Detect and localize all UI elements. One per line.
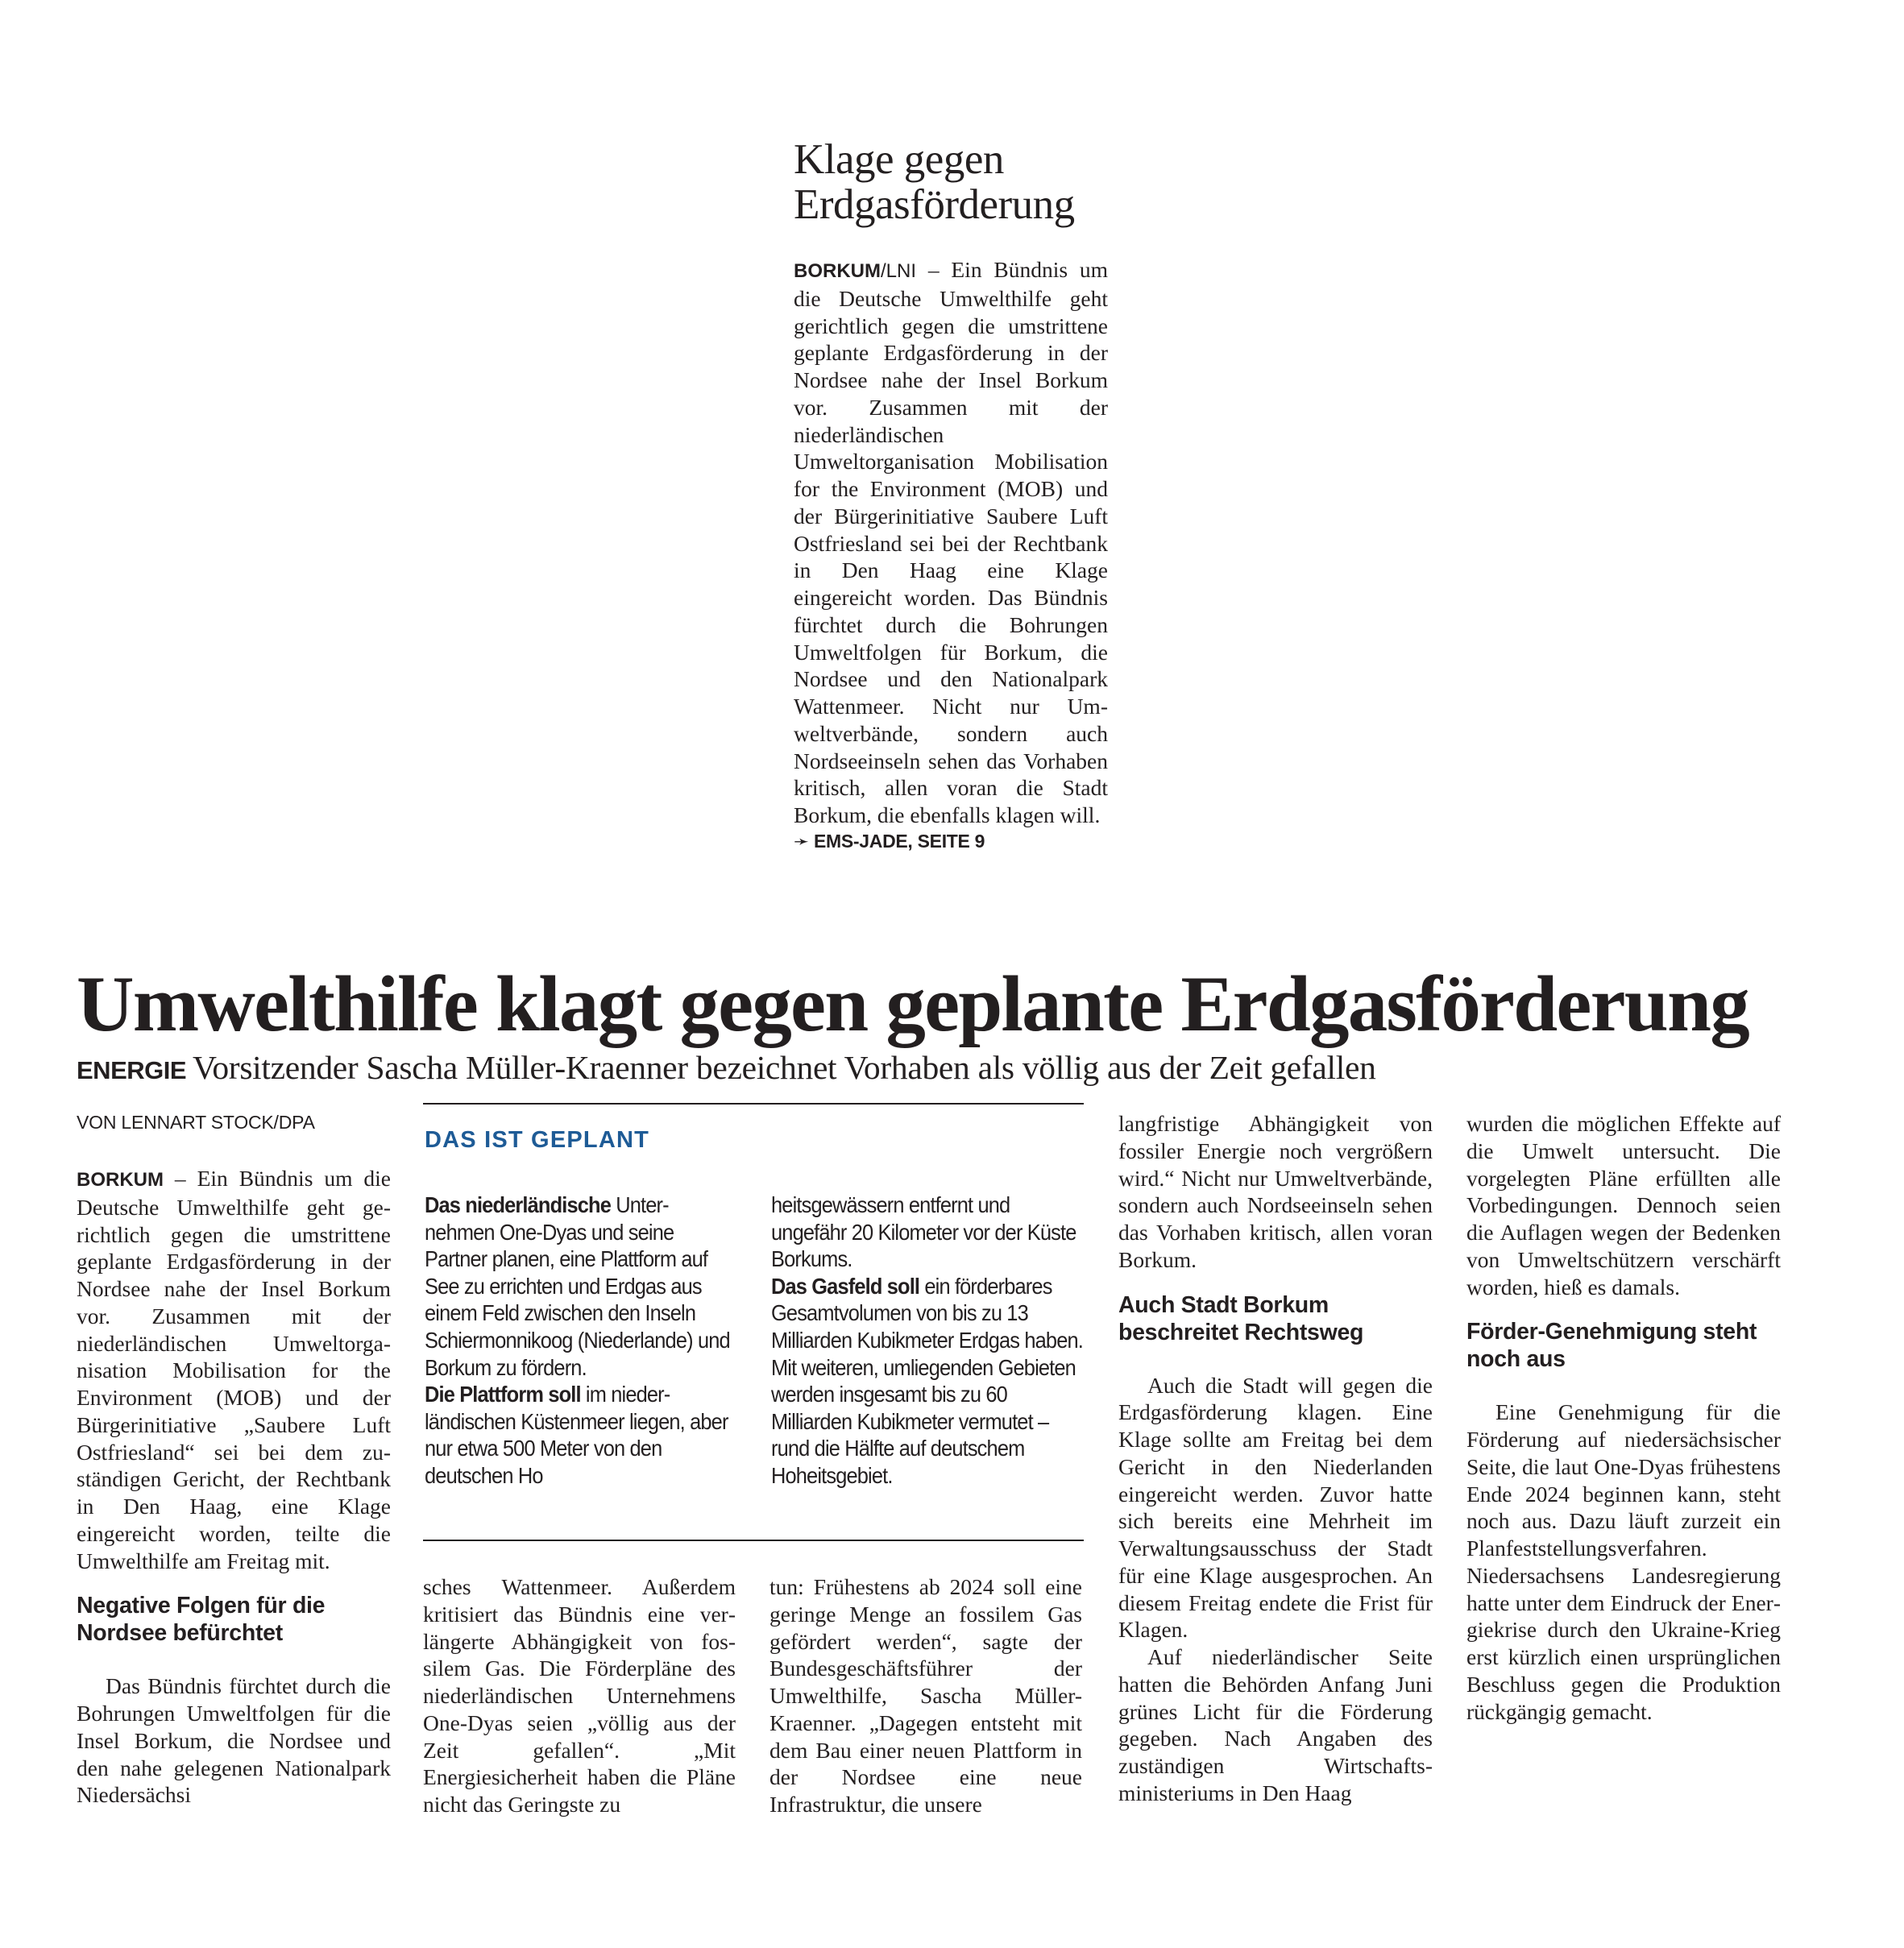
info-item-1-text: Unternehmen One-Dyas und seine Partner planen, eine Plattform auf See zu errichten und Erdgas aus einem Feld zwischen den Inseln Schiermonnikoog (Niederlande) und Borkum zu fördern.: [425, 1192, 730, 1380]
info-item-1: [425, 1192, 732, 1381]
info-item-2: [425, 1381, 732, 1489]
deck-text: Vorsitzender Sascha Müller-Kraenner bezeichnet Vorhaben als völlig aus der Zeit gefallen: [193, 1049, 1376, 1086]
teaser-headline: [794, 137, 1108, 227]
info-item-2-text: im niederländischen Küstenmeer liegen, aber nur etwa 500 Meter von den deutschen Ho: [425, 1382, 728, 1488]
subhead-negative-folgen: Negative Folgen für die Nordsee befürchtet: [77, 1593, 326, 1647]
teaser-agency: /LNI: [881, 260, 917, 282]
subhead-stadt-borkum: Auch Stadt Borkum beschreitet Rechtsweg: [1118, 1291, 1364, 1345]
info-box-column-2: [771, 1192, 1086, 1490]
teaser-headline-line1: Klage gegen: [794, 136, 1004, 183]
main-headline: Umwelthilfe klagt gegen geplante Erdgasförderung: [77, 960, 1748, 1048]
article-dateline: BORKUM: [77, 1169, 164, 1191]
info-item-3-text: ein förderbares Gesamtvolumen von bis zu 13 Milliarden Kubikmeter Erdgas haben. Mit weiteren, umliegenden Gebieten werden insgesamt bis zu 60 Milliarden Kubikmeter vermutet – rund die Hälfte auf deutschem Hoheitsgebiet.: [771, 1273, 1083, 1488]
teaser-body: [794, 256, 1108, 829]
teaser-article: [794, 137, 1108, 852]
page-reference-link[interactable]: [794, 831, 1108, 852]
info-box-title: DAS IST GEPLANT: [425, 1127, 650, 1153]
lead-paragraph: [77, 1165, 391, 1574]
lead-text: – Ein Bündnis um die Deutsche Umwelthilfe geht gerichtlich gegen die umstrittene geplante Erdgasförderung in der Nordsee nahe der Insel Borkum vor. Zusammen mit der niederländischen Umweltorganisation Mobilisation for the Environment (MOB) und der Bürgerinitiative „Saubere Luft Ostfriesland“ sei bei dem zuständigen Gericht, der Rechtbank in Den Haag, eine Klage eingereicht worden, teilte die Umwelthilfe am Freitag mit.: [77, 1166, 391, 1573]
info-item-2-continued: heitsgewässern entfernt und ungefähr 20 Kilometer vor der Küste Borkums.: [771, 1192, 1076, 1272]
article-column-3: [769, 1573, 1082, 1818]
info-box-top-rule: [423, 1103, 1084, 1105]
subhead-foerder-genehmigung: Förder-Genehmigung steht noch aus: [1466, 1319, 1757, 1373]
article-column-2: [423, 1573, 736, 1818]
info-item-1-lead: Das niederländische: [425, 1192, 612, 1217]
byline: VON LENNART STOCK/DPA: [77, 1112, 315, 1133]
page-reference-text: EMS-JADE, SEITE 9: [813, 830, 985, 852]
teaser-dateline: BORKUM: [794, 260, 881, 282]
info-box-column-1: [425, 1192, 732, 1490]
article-column-4: [1118, 1110, 1433, 1807]
info-item-3-lead: Das Gasfeld soll: [771, 1273, 920, 1299]
paragraph-continued-col5: wurden die möglichen Effekte auf die Umwelt untersucht. Die vorgelegten Pläne erfüllten alle Vorbedingungen. Dennoch seien die Auflagen wegen der Bedenken von Umweltschützern verschärft worden, hieß es damals.: [1466, 1111, 1781, 1299]
paragraph-niederlaendische-seite: Auf niederländischer Seite hatten die Behörden Anfang Juni grünes Licht für die Förderung gegeben. Nach Angaben des zuständigen Wirtschaftsministeriums in Den Haag: [1118, 1644, 1433, 1805]
teaser-headline-line2: Erdgasförderung: [794, 181, 1075, 228]
paragraph-foerder-genehmigung: Eine Genehmigung für die Förderung auf niedersächsischer Seite, die laut One-Dyas frühestens Ende 2024 beginnen kann, steht noch aus. Dazu läuft zurzeit ein Planfeststellungsverfahren. Niedersachsens Landesregierung hatte unter dem Eindruck der Energiekrise durch den Ukraine-Krieg erst kürzlich einen ursprünglichen Beschluss gegen die Produktion rückgängig gemacht.: [1466, 1399, 1781, 1724]
paragraph-stadt-borkum: Auch die Stadt will gegen die Erdgasförderung klagen. Eine Klage sollte am Freitag bei dem Gericht in den Niederlanden eingereicht werden. Zuvor hatte sich bereits eine Mehrheit im Verwaltungsausschuss der Stadt für eine Klage ausgesprochen. An diesem Freitag endete die Frist für Klagen.: [1118, 1372, 1433, 1643]
subheadline: [77, 1047, 1865, 1091]
paragraph-continued-col4: langfristige Abhängigkeit von fossiler Energie noch vergrößern wird.“ Nicht nur Umweltverbände, sondern auch Nordseeinseln sehen das Vorhaben kritisch, allen voran Borkum.: [1118, 1111, 1433, 1272]
info-box-bottom-rule: [423, 1540, 1084, 1541]
paragraph-continued-col2: sches Wattenmeer. Außerdem kritisiert das Bündnis eine verlängerte Abhängigkeit von fossilem Gas. Die Förderpläne des niederländischen Unternehmens One-Dyas seien „völlig aus der Zeit gefallen“. „Mit Energiesicherheit haben die Pläne nicht das Geringste zu: [423, 1574, 736, 1817]
info-item-2-lead: Die Plattform soll: [425, 1382, 581, 1407]
article-column-1: [77, 1110, 391, 1809]
article-column-5: [1466, 1110, 1781, 1725]
info-item-3: [771, 1273, 1086, 1490]
teaser-body-text: – Ein Bündnis um die Deutsche Umwelthilfe geht gerichtlich gegen die umstrittene geplante Erdgasförderung in der Nordsee nahe der Insel Borkum vor. Zusammen mit der niederländischen Umweltorganisation Mobilisation for the Environment (MOB) und der Bürgerinitiative Saubere Luft Ostfriesland sei bei der Rechtbank in Den Haag eine Klage eingereicht worden. Das Bündnis fürchtet durch die Bohrungen Umweltfolgen für Borkum, die Nordsee und den Nationalpark Wattenmeer. Nicht nur Umweltverbände, sondern auch Nordseeinseln sehen das Vorhaben kritisch, allen voran die Stadt Borkum, die ebenfalls klagen will.: [794, 257, 1108, 827]
arrow-right-icon: ➛: [794, 830, 809, 852]
info-box: [423, 1103, 1084, 1542]
paragraph-negative-folgen: Das Bündnis fürchtet durch die Bohrungen Umweltfolgen für die Insel Borkum, die Nordsee und den nahe gelegenen Nationalpark Niedersächsi: [77, 1673, 391, 1808]
rubric-label: ENERGIE: [77, 1056, 187, 1084]
paragraph-continued-col3: tun: Frühestens ab 2024 soll eine geringe Menge an fossilem Gas gefördert werden“, sagte der Bundesgeschäftsführer der Umwelthilfe, Sascha Müller-Kraenner. „Dagegen entsteht mit dem Bau einer neuen Plattform in der Nordsee eine neue Infrastruktur, die unsere: [769, 1574, 1082, 1817]
